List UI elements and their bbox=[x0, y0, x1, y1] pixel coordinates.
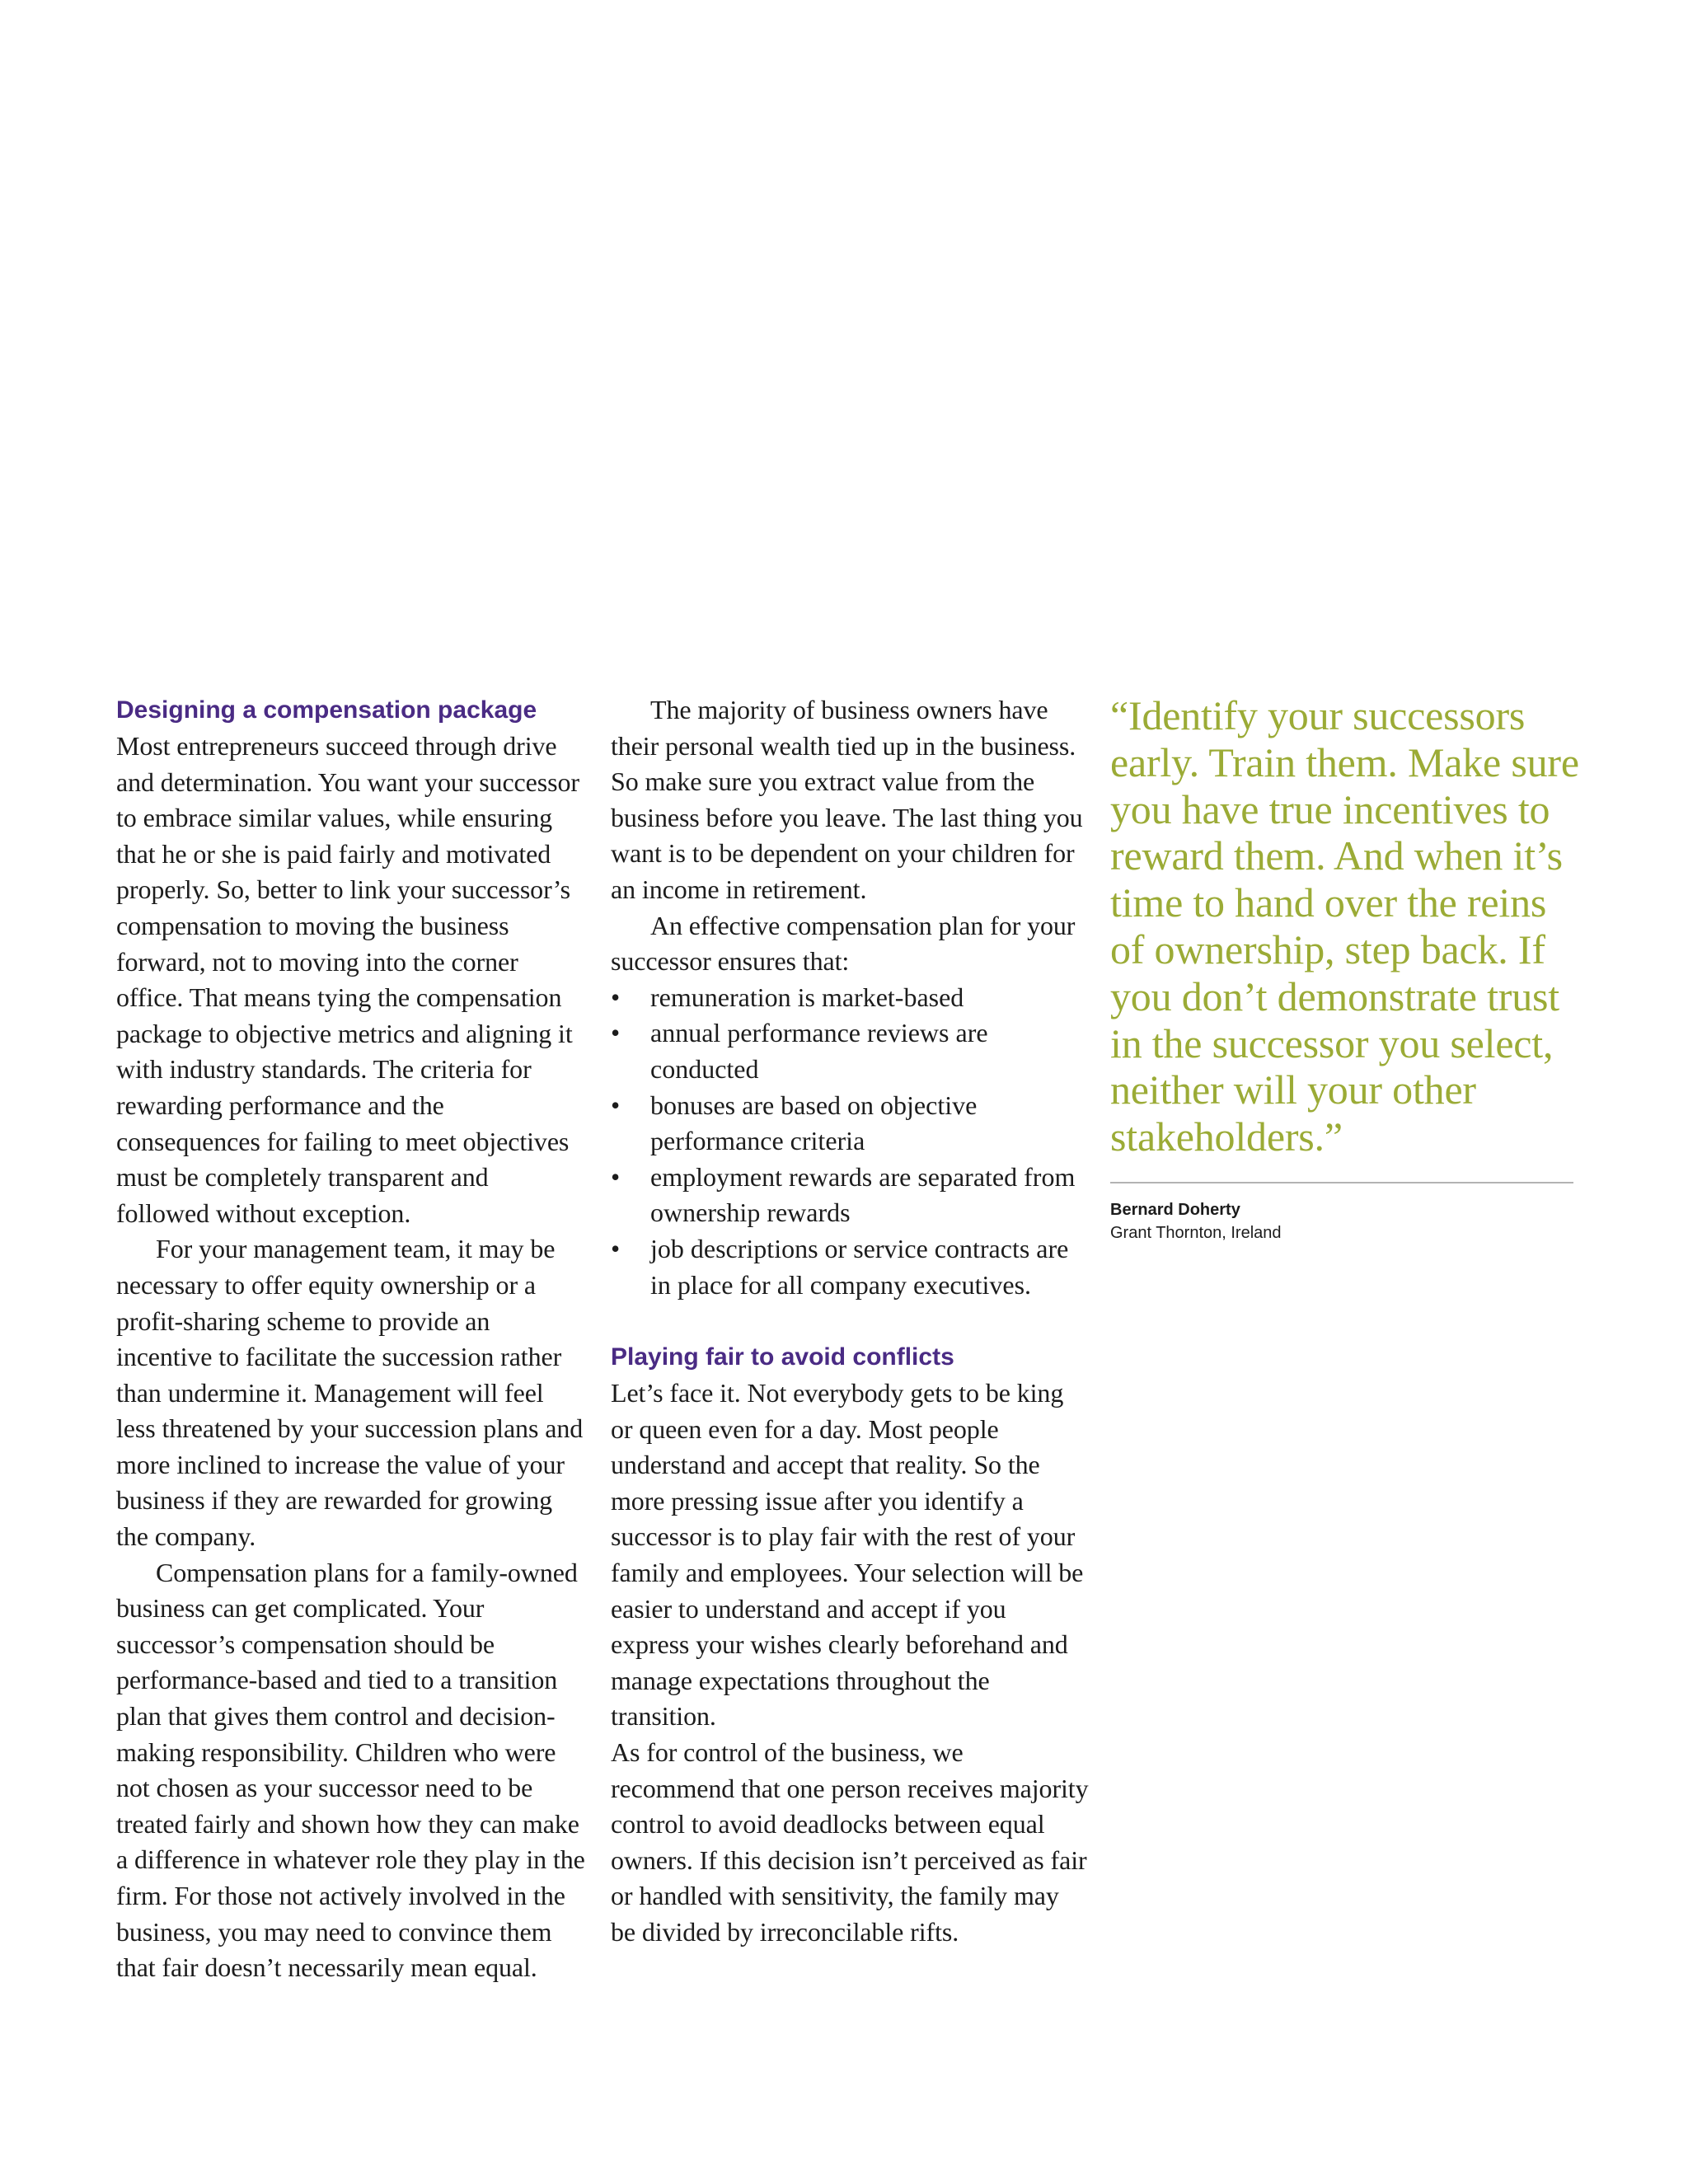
pull-quote: “Identify your successors early. Train them. Make sure you have true incentives to reward them. And when it’s time to hand over the reins of ownership, step back. If you don’t demonstrate trust in the successor you select, neither will your other stakeholders.” bbox=[1110, 692, 1579, 1160]
list-item-text: annual performance reviews are conducted bbox=[650, 1018, 988, 1084]
column-right bbox=[1110, 692, 1580, 1244]
quote-affiliation: Grant Thornton, Ireland bbox=[1110, 1223, 1282, 1242]
section-heading-compensation: Designing a compensation package bbox=[116, 696, 537, 724]
quote-divider bbox=[1110, 1182, 1573, 1183]
paragraph: An effective compensation plan for your successor ensures that: bbox=[611, 910, 1076, 977]
bullet-list bbox=[611, 980, 1089, 1303]
list-item-text: employment rewards are separated from ownership rewards bbox=[650, 1161, 1076, 1228]
paragraph: As for control of the business, we recommend that one person receives majority control to avoid deadlocks between equal owners. If this decision isn’t perceived as fair or handled with sensitivity, the family may be divided by irreconcilable rifts. bbox=[611, 1737, 1089, 1947]
paragraph: Most entrepreneurs succeed through drive and determination. You want your successor to embrace similar values, while ensuring that he or she is paid fairly and motivated properly. So, better to link your successor’s compensation to moving the business forward, not to moving into the corner office. That means tying the compensation package to objective metrics and aligning it with industry standards. The criteria for rewarding performance and the consequences for failing to meet objectives must be completely transparent and followed without exception. bbox=[116, 731, 579, 1228]
bullet-icon: • bbox=[611, 1161, 621, 1192]
bullet-icon: • bbox=[611, 1233, 621, 1263]
section-heading-playing-fair: Playing fair to avoid conflicts bbox=[611, 1343, 954, 1371]
quote-author: Bernard Doherty bbox=[1110, 1200, 1240, 1219]
column-left bbox=[116, 692, 586, 1986]
paragraph: Compensation plans for a family-owned business can get complicated. Your successor’s compensation should be performance-based and tied to a transition plan that gives them control and decision-making responsibility. Children who were not chosen as your successor need to be treated fairly and shown how they can make a difference in whatever role they play in the firm. For those not actively involved in the business, you may need to convince them that fair doesn’t necessarily mean equal. bbox=[116, 1557, 585, 1983]
list-item bbox=[611, 1088, 1089, 1160]
bullet-icon: • bbox=[611, 982, 621, 1012]
list-item bbox=[611, 980, 1089, 1016]
column-middle bbox=[611, 692, 1089, 1951]
list-item bbox=[611, 1231, 1089, 1303]
list-item-text: remuneration is market-based bbox=[650, 982, 964, 1012]
list-item-text: job descriptions or service contracts are in place for all company executives. bbox=[650, 1233, 1069, 1300]
bullet-icon: • bbox=[611, 1090, 621, 1120]
paragraph: For your management team, it may be necessary to offer equity ownership or a profit-sharing scheme to provide an incentive to facilitate the succession rather than undermine it. Management will feel less threatened by your succession plans and more inclined to increase the value of your business if they are rewarded for growing the company. bbox=[116, 1234, 584, 1552]
bullet-icon: • bbox=[611, 1018, 621, 1048]
spacer bbox=[611, 1303, 1089, 1339]
list-item bbox=[611, 1015, 1089, 1087]
list-item bbox=[611, 1160, 1089, 1231]
paragraph: The majority of business owners have their personal wealth tied up in the business. So make sure you extract value from the business before you leave. The last thing you want is to be dependent on your children for an income in retirement. bbox=[611, 695, 1083, 904]
list-item-text: bonuses are based on objective performance criteria bbox=[650, 1090, 978, 1156]
paragraph: Let’s face it. Not everybody gets to be king or queen even for a day. Most people understand and accept that reality. So the more pressing issue after you identify a successor is to play fair with the rest of your family and employees. Your selection will be easier to understand and accept if you express your wishes clearly beforehand and manage expectations throughout the transition. bbox=[611, 1378, 1084, 1732]
